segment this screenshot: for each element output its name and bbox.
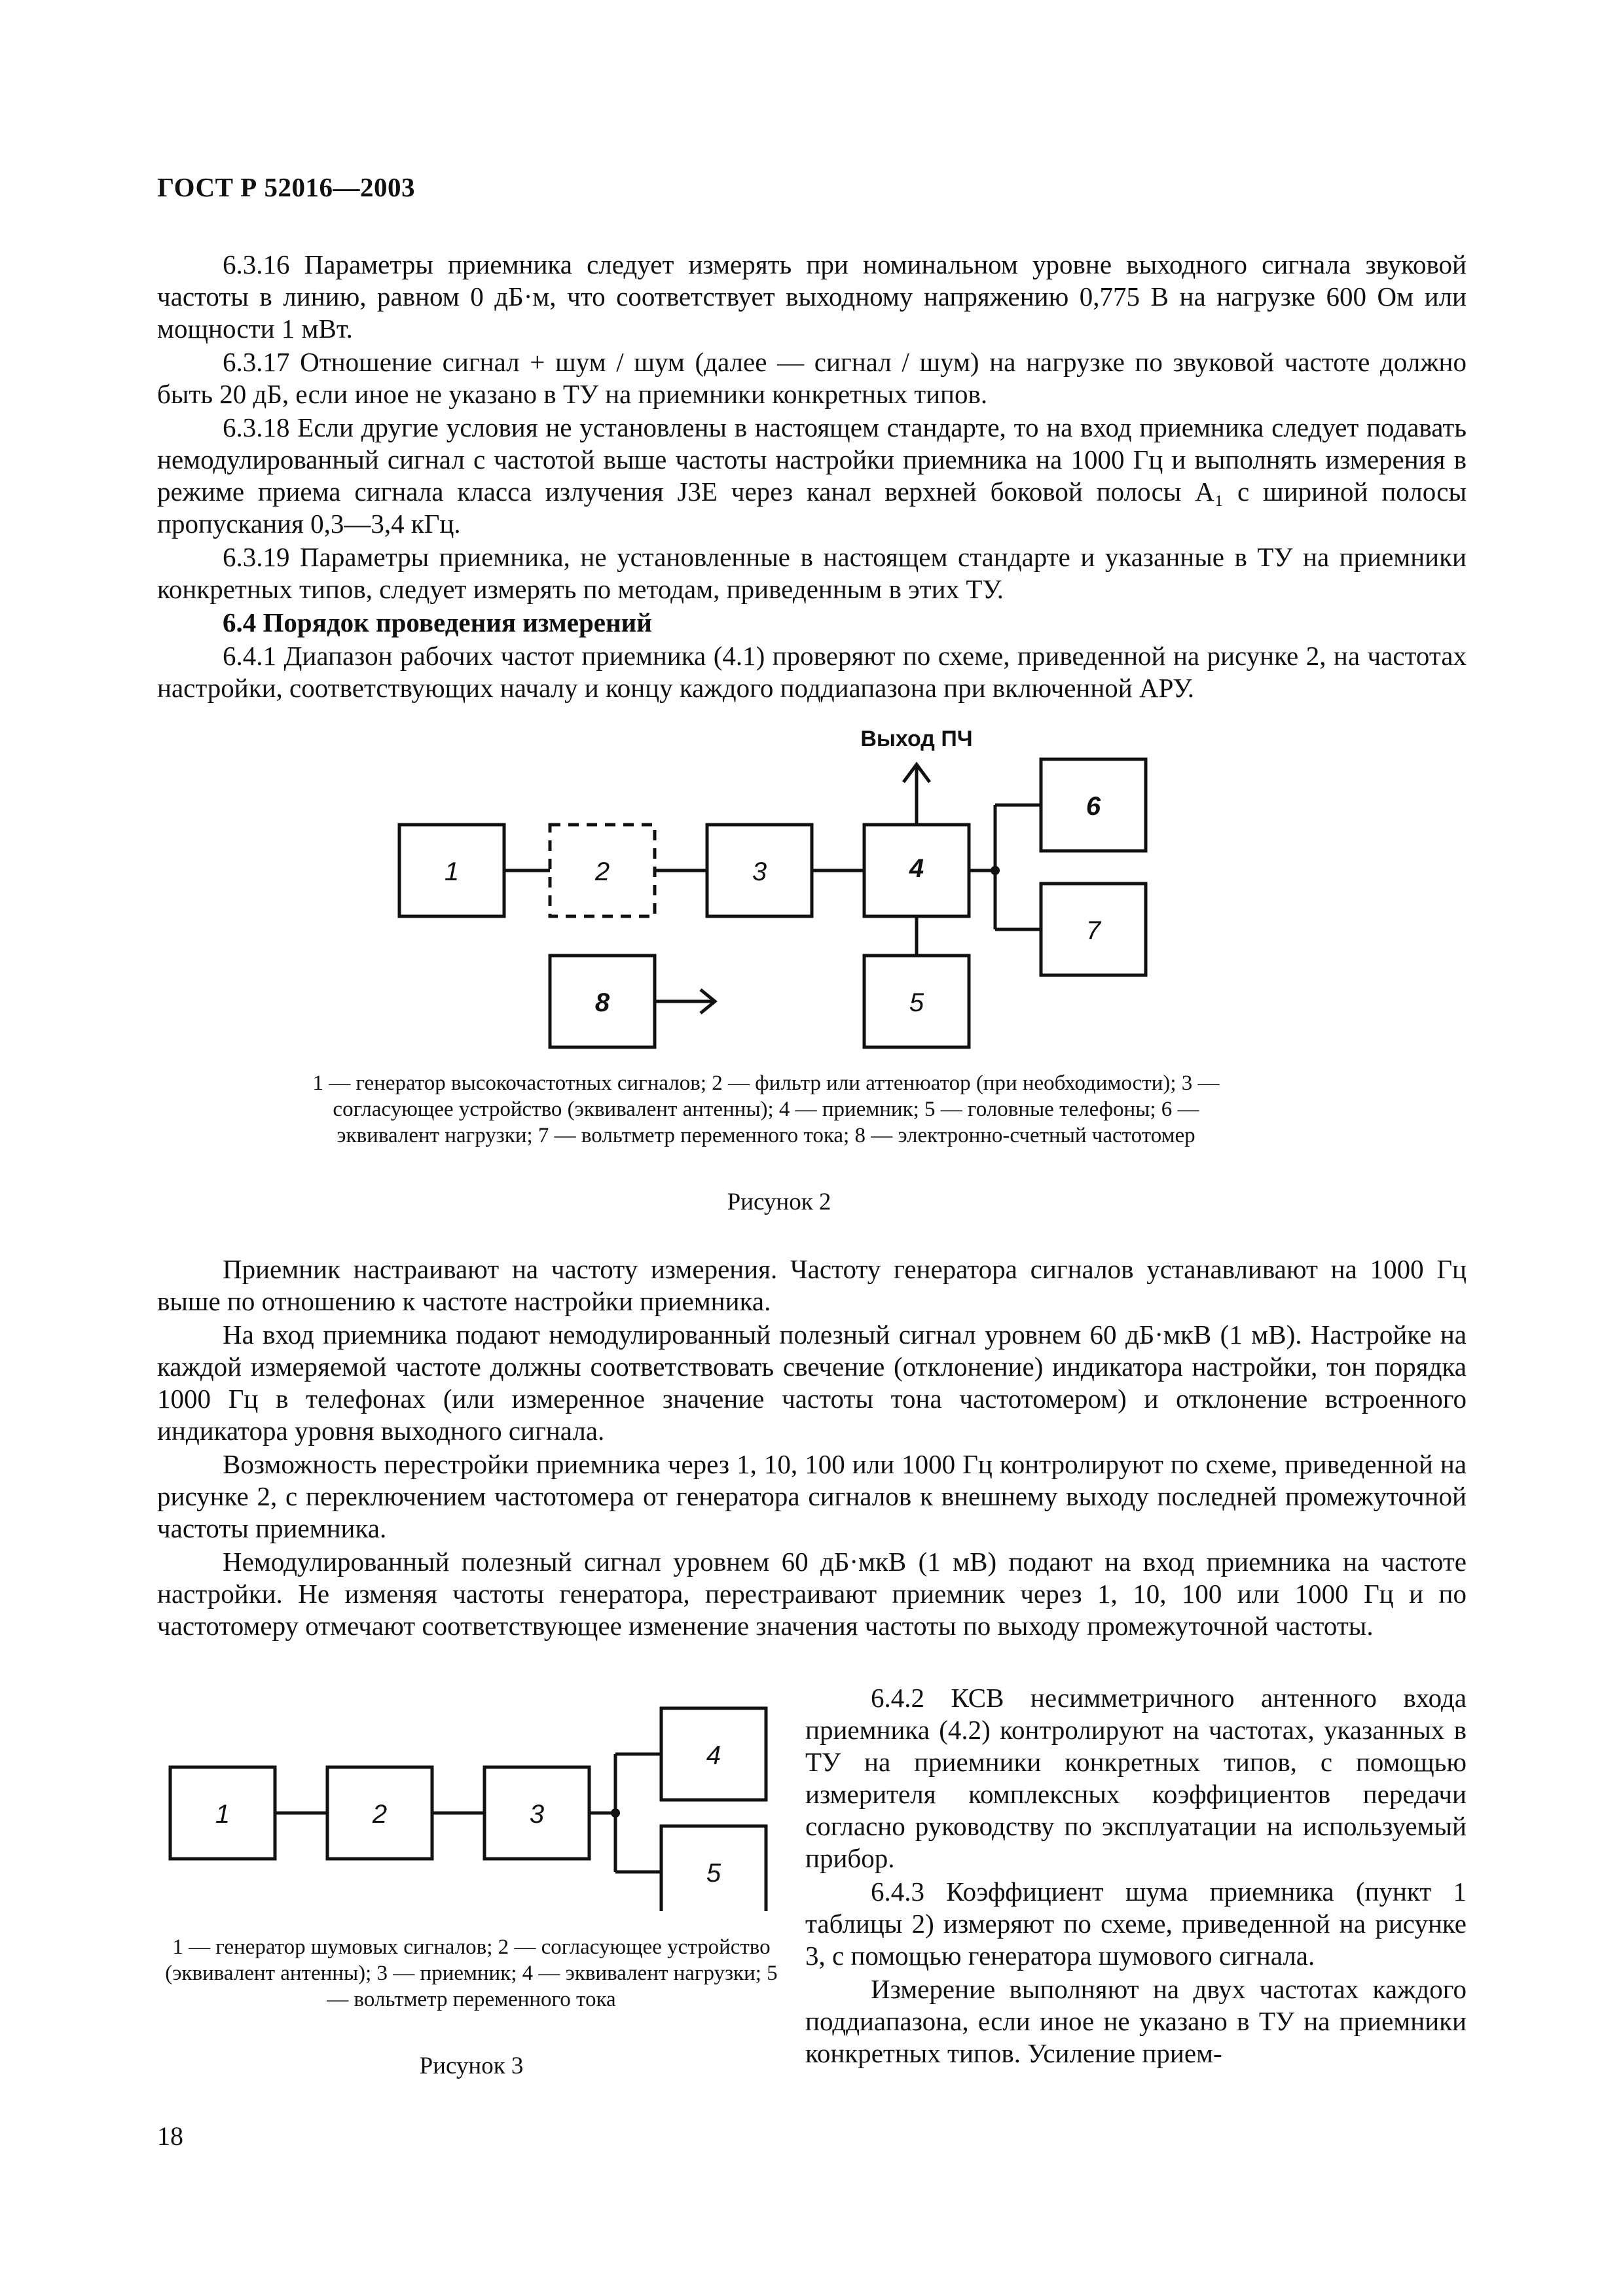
paragraph-tuning: Приемник настраивают на частоту измерения. Частоту генератора сигналов устанавливают на 1000 Гц выше по отношению к частоте настройки приемника. (157, 1254, 1467, 1316)
top-text-block (157, 249, 1467, 706)
figure-3-title: Рисунок 3 (419, 2053, 524, 2079)
figure-2-diagram (367, 720, 1218, 1060)
fig2-label-2: 2 (594, 857, 610, 886)
paragraph-6-4-1: 6.4.1 Диапазон рабочих частот приемника (4.1) проверяют по схеме, приведенной на рисунке 2, на частотах настройки, соответствующих началу и концу каждого поддиапазона при включенной АРУ. (157, 641, 1467, 703)
paragraph-unmodulated: Немодулированный полезный сигнал уровнем 60 дБ·мкВ (1 мВ) подают на вход приемника на частоте настройки. Не изменяя частоты генератора, перестраивают приемник через 1, 10, 100 или 1000 Гц и по частотомеру отмечают соответствующее изменение значения частоты по выходу промежуточной частоты. (157, 1547, 1467, 1641)
figure-2-title: Рисунок 2 (727, 1189, 831, 1215)
right-column-text (805, 1682, 1467, 2071)
figure-3-diagram (164, 1695, 779, 1911)
paragraph-6-4-3: 6.4.3 Коэффициент шума приемника (пункт 1 таблицы 2) измеряют по схеме, приведенной на рисунке 3, с помощью генератора шумового сигнала. (805, 1876, 1467, 1971)
fig2-label-3: 3 (752, 857, 767, 886)
fig2-label-7: 7 (1085, 916, 1101, 945)
paragraph-input-signal: На вход приемника подают немодулированный полезный сигнал уровнем 60 дБ·мкВ (1 мВ). Настройке на каждой измеряемой частоте должны соответствовать свечение (отклонение) индикатора настройки, тон порядка 1000 Гц в телефонах (или измеренное значение частоты тона частотомером) и отклонение встроенного индикатора уровня выходного сигнала. (157, 1319, 1467, 1446)
paragraph-6-4-2: 6.4.2 КСВ несимметричного антенного входа приемника (4.2) контролируют на частотах, указанных в ТУ на приемники конкретных типов, с помощью измерителя комплексных коэффициентов передачи согласно руководству по эксплуатации на используемый прибор. (805, 1683, 1467, 1873)
middle-text-block (157, 1253, 1467, 1643)
figure-3-caption: 1 — генератор шумовых сигналов; 2 — согласующее устройство (эквивалент антенны); 3 — приемник; 4 — эквивалент нагрузки; 5 — вольтметр переменного тока (165, 1935, 778, 2011)
fig3-label-2: 2 (372, 1800, 388, 1829)
fig3-label-4: 4 (706, 1741, 721, 1770)
fig2-label-5: 5 (909, 988, 924, 1017)
paragraph-6-3-17: 6.3.17 Отношение сигнал + шум / шум (далее — сигнал / шум) на нагрузке по звуковой частоте должно быть 20 дБ, если иное не указано в ТУ на приемники конкретных типов. (157, 347, 1467, 409)
paragraph-6-3-16: 6.3.16 Параметры приемника следует измерять при номинальном уровне выходного сигнала звуковой частоты в линию, равном 0 дБ·м, что соответствует выходному напряжению 0,775 В на нагрузке 600 Ом или мощности 1 мВт. (157, 249, 1467, 344)
paragraph-6-3-19: 6.3.19 Параметры приемника, не установленные в настоящем стандарте и указанные в ТУ на приемники конкретных типов, следует измерять по методам, приведенным в этих ТУ. (157, 542, 1467, 604)
figure-2-caption: 1 — генератор высокочастотных сигналов; 2 — фильтр или аттенюатор (при необходимости); 3 — согласующее устройство (эквивалент антенны); 4 — приемник; 5 — головные телефоны; 6 — эквивалент нагрузки; 7 — вольтметр переменного тока; 8 — электронно-счетный частотомер (312, 1071, 1220, 1147)
fig2-label-8: 8 (594, 988, 610, 1017)
fig2-label-6: 6 (1085, 792, 1101, 821)
fig2-label-1: 1 (444, 857, 460, 886)
paragraph-retuning: Возможность перестройки приемника через 1, 10, 100 или 1000 Гц контролируют по схеме, приведенной на рисунке 2, с переключением частотомера от генератора сигналов к внешнему выходу последней промежуточной частоты приемника. (157, 1449, 1467, 1543)
section-heading-6-4: 6.4 Порядок проведения измерений (223, 607, 652, 637)
fig3-label-1: 1 (215, 1800, 230, 1829)
fig3-label-3: 3 (529, 1800, 545, 1829)
fig2-label-4: 4 (909, 854, 924, 883)
fig3-label-5: 5 (706, 1859, 721, 1888)
paragraph-6-3-18: 6.3.18 Если другие условия не установлены в настоящем стандарте, то на вход приемника следует подавать немодулированный сигнал с частотой выше частоты настройки приемника на 1000 Гц и выполнять измерения в режиме приема сигнала класса излучения J3E через канал верхней боковой полосы A₁ с шириной полосы пропускания 0,3—3,4 кГц. (157, 412, 1467, 539)
fig2-output-label: Выход ПЧ (860, 726, 973, 751)
paragraph-measurement: Измерение выполняют на двух частотах каждого поддиапазона, если иное не указано в ТУ на приемники конкретных типов. Усиление прием- (805, 1974, 1467, 2068)
page-number: 18 (157, 2121, 183, 2151)
document-header: ГОСТ Р 52016—2003 (157, 172, 415, 202)
